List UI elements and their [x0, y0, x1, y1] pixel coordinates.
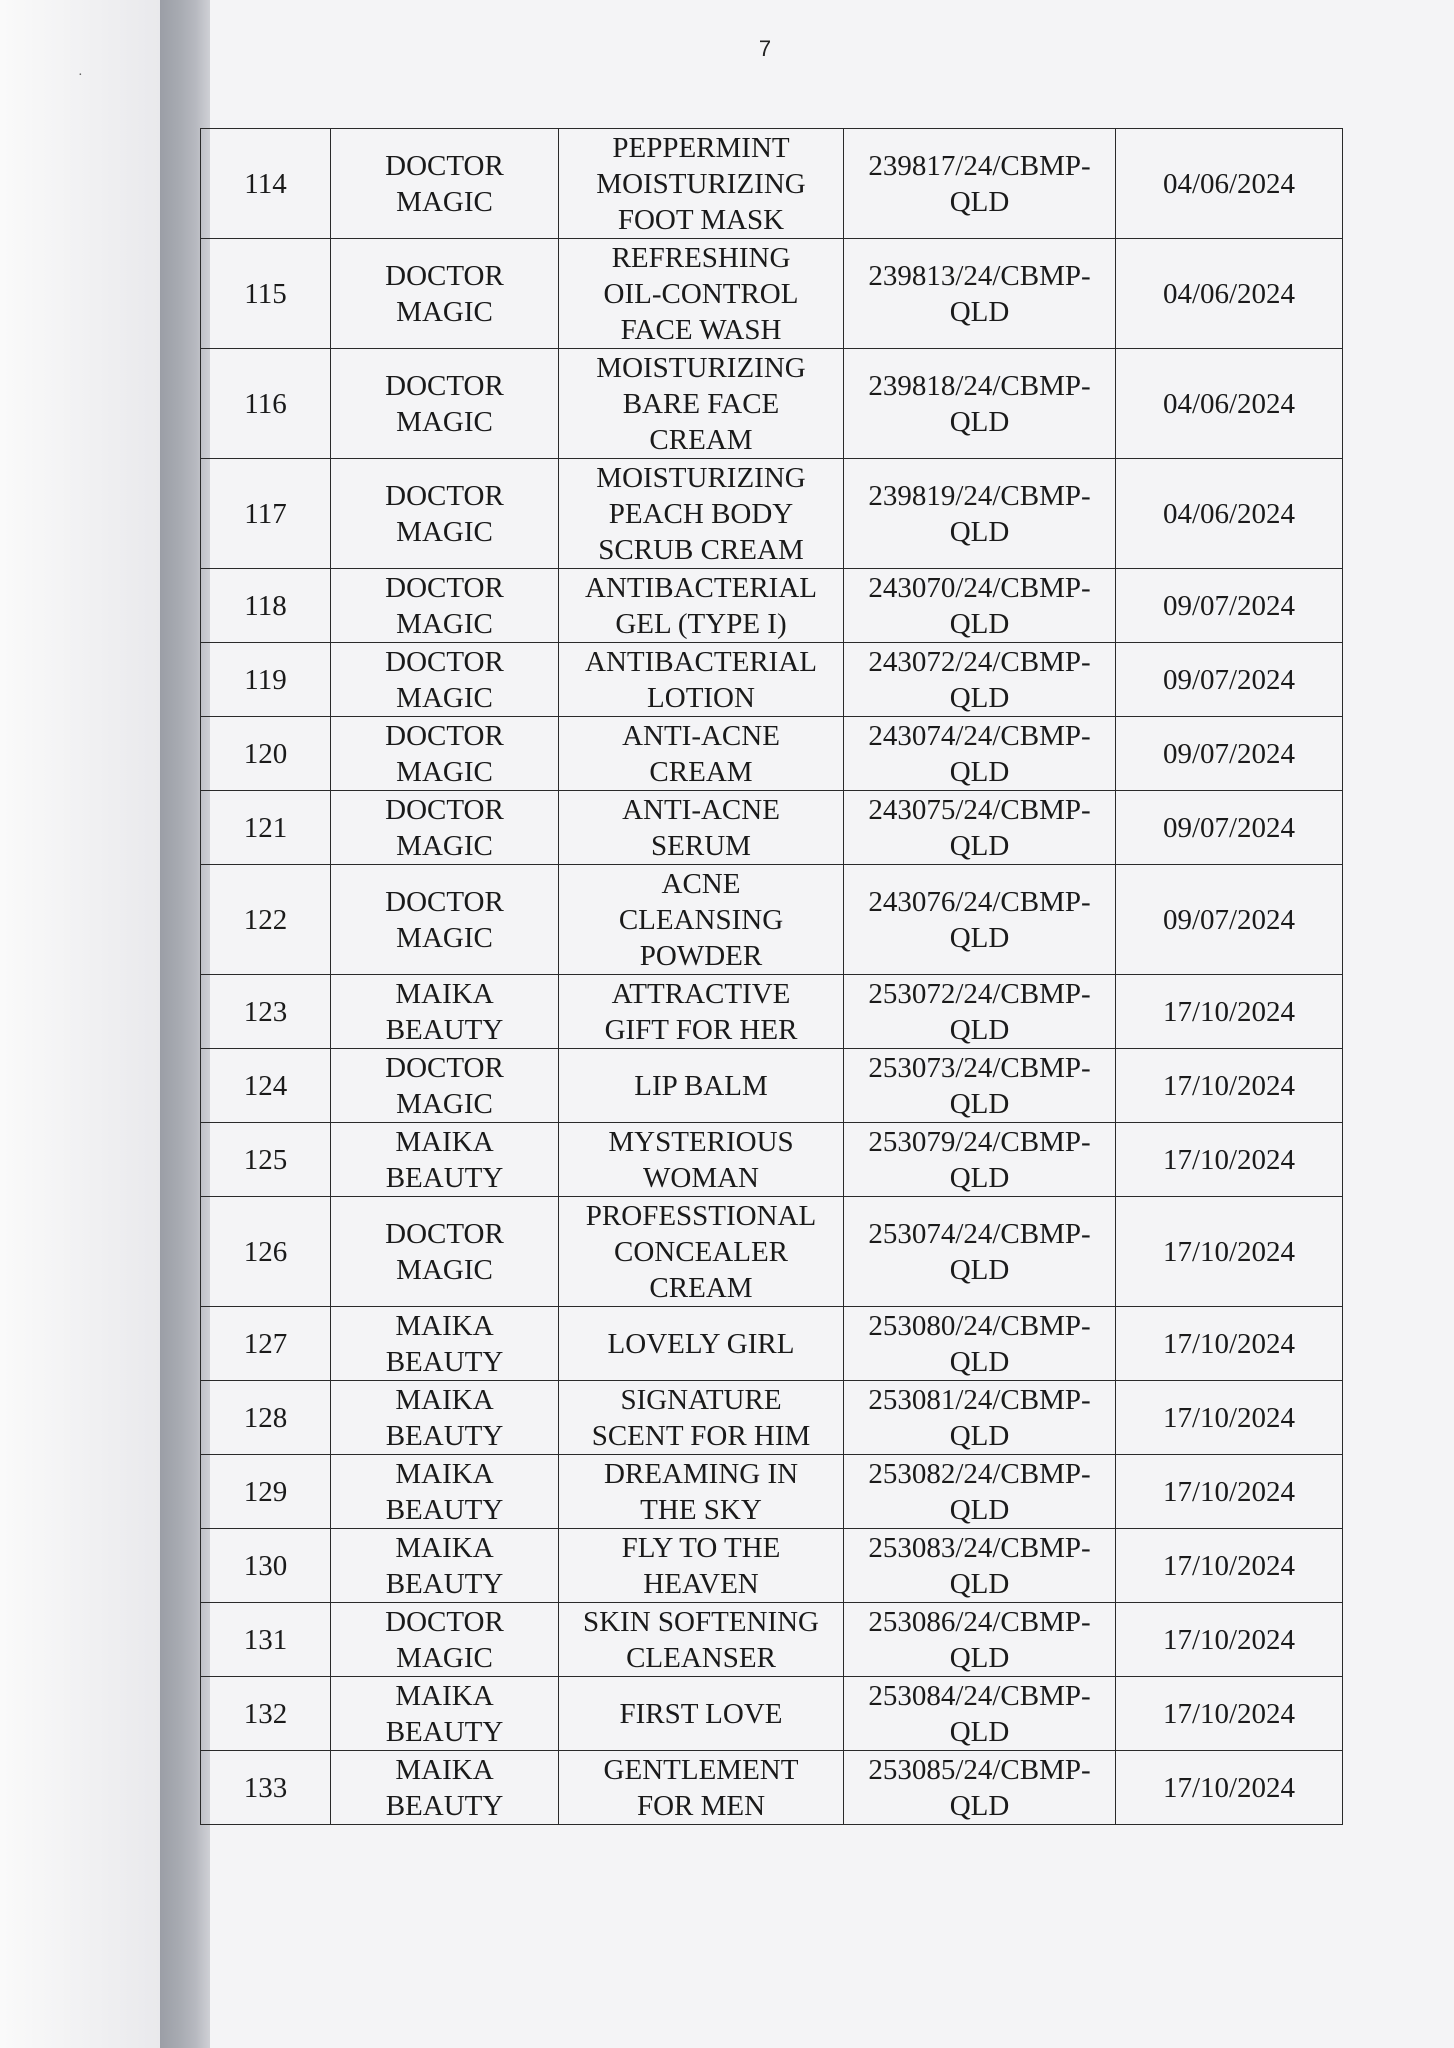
registration-number-cell: 243076/24/CBMP- QLD — [844, 865, 1116, 975]
brand-cell: MAIKA BEAUTY — [331, 1677, 559, 1751]
table-row — [201, 865, 1343, 975]
registration-date-cell: 09/07/2024 — [1116, 717, 1343, 791]
brand-cell: DOCTOR MAGIC — [331, 643, 559, 717]
registration-number-cell: 243072/24/CBMP- QLD — [844, 643, 1116, 717]
table-row — [201, 717, 1343, 791]
brand-cell: DOCTOR MAGIC — [331, 459, 559, 569]
product-name-cell: MYSTERIOUS WOMAN — [559, 1123, 844, 1197]
scan-speck: · — [78, 68, 83, 83]
row-number-cell: 120 — [201, 717, 331, 791]
row-number-cell: 121 — [201, 791, 331, 865]
product-name-cell: LIP BALM — [559, 1049, 844, 1123]
product-name-cell: DREAMING IN THE SKY — [559, 1455, 844, 1529]
table-row — [201, 1381, 1343, 1455]
table-row — [201, 1123, 1343, 1197]
registration-date-cell: 17/10/2024 — [1116, 1197, 1343, 1307]
registration-date-cell: 17/10/2024 — [1116, 975, 1343, 1049]
registration-date-cell: 09/07/2024 — [1116, 569, 1343, 643]
row-number-cell: 130 — [201, 1529, 331, 1603]
row-number-cell: 114 — [201, 129, 331, 239]
brand-cell: DOCTOR MAGIC — [331, 349, 559, 459]
table-row — [201, 239, 1343, 349]
table-row — [201, 129, 1343, 239]
registration-number-cell: 253081/24/CBMP- QLD — [844, 1381, 1116, 1455]
page-left-margin — [0, 0, 160, 2048]
registration-number-cell: 239819/24/CBMP- QLD — [844, 459, 1116, 569]
product-registration-table — [200, 128, 1343, 1825]
brand-cell: MAIKA BEAUTY — [331, 975, 559, 1049]
product-name-cell: MOISTURIZING BARE FACE CREAM — [559, 349, 844, 459]
row-number-cell: 115 — [201, 239, 331, 349]
row-number-cell: 124 — [201, 1049, 331, 1123]
product-name-cell: FLY TO THE HEAVEN — [559, 1529, 844, 1603]
row-number-cell: 127 — [201, 1307, 331, 1381]
registration-number-cell: 253073/24/CBMP- QLD — [844, 1049, 1116, 1123]
registration-date-cell: 17/10/2024 — [1116, 1381, 1343, 1455]
table-row — [201, 1603, 1343, 1677]
row-number-cell: 131 — [201, 1603, 331, 1677]
registration-number-cell: 253082/24/CBMP- QLD — [844, 1455, 1116, 1529]
product-name-cell: PEPPERMINT MOISTURIZING FOOT MASK — [559, 129, 844, 239]
product-name-cell: ANTI-ACNE SERUM — [559, 791, 844, 865]
registration-date-cell: 09/07/2024 — [1116, 865, 1343, 975]
table-row — [201, 1197, 1343, 1307]
row-number-cell: 132 — [201, 1677, 331, 1751]
row-number-cell: 119 — [201, 643, 331, 717]
brand-cell: DOCTOR MAGIC — [331, 569, 559, 643]
product-name-cell: ATTRACTIVE GIFT FOR HER — [559, 975, 844, 1049]
product-name-cell: ANTIBACTERIAL GEL (TYPE I) — [559, 569, 844, 643]
registration-date-cell: 04/06/2024 — [1116, 349, 1343, 459]
registration-number-cell: 253079/24/CBMP- QLD — [844, 1123, 1116, 1197]
page-number: 7 — [758, 36, 772, 61]
product-name-cell: ANTI-ACNE CREAM — [559, 717, 844, 791]
product-name-cell: ACNE CLEANSING POWDER — [559, 865, 844, 975]
registration-number-cell: 239817/24/CBMP- QLD — [844, 129, 1116, 239]
brand-cell: MAIKA BEAUTY — [331, 1123, 559, 1197]
registration-date-cell: 09/07/2024 — [1116, 643, 1343, 717]
table-row — [201, 791, 1343, 865]
product-name-cell: REFRESHING OIL-CONTROL FACE WASH — [559, 239, 844, 349]
registration-number-cell: 253084/24/CBMP- QLD — [844, 1677, 1116, 1751]
registration-date-cell: 17/10/2024 — [1116, 1123, 1343, 1197]
registration-date-cell: 17/10/2024 — [1116, 1751, 1343, 1825]
product-name-cell: PROFESSTIONAL CONCEALER CREAM — [559, 1197, 844, 1307]
table-row — [201, 975, 1343, 1049]
product-name-cell: FIRST LOVE — [559, 1677, 844, 1751]
registration-number-cell: 243070/24/CBMP- QLD — [844, 569, 1116, 643]
product-name-cell: MOISTURIZING PEACH BODY SCRUB CREAM — [559, 459, 844, 569]
registration-number-cell: 253074/24/CBMP- QLD — [844, 1197, 1116, 1307]
registration-date-cell: 04/06/2024 — [1116, 239, 1343, 349]
registration-number-cell: 253080/24/CBMP- QLD — [844, 1307, 1116, 1381]
registration-date-cell: 04/06/2024 — [1116, 129, 1343, 239]
registration-date-cell: 17/10/2024 — [1116, 1529, 1343, 1603]
brand-cell: DOCTOR MAGIC — [331, 791, 559, 865]
registration-number-cell: 253083/24/CBMP- QLD — [844, 1529, 1116, 1603]
brand-cell: MAIKA BEAUTY — [331, 1381, 559, 1455]
table-row — [201, 349, 1343, 459]
table-row — [201, 569, 1343, 643]
product-name-cell: SIGNATURE SCENT FOR HIM — [559, 1381, 844, 1455]
row-number-cell: 118 — [201, 569, 331, 643]
registration-number-cell: 253085/24/CBMP- QLD — [844, 1751, 1116, 1825]
registration-date-cell: 17/10/2024 — [1116, 1307, 1343, 1381]
registration-date-cell: 17/10/2024 — [1116, 1455, 1343, 1529]
registration-date-cell: 17/10/2024 — [1116, 1603, 1343, 1677]
row-number-cell: 133 — [201, 1751, 331, 1825]
product-name-cell: LOVELY GIRL — [559, 1307, 844, 1381]
row-number-cell: 128 — [201, 1381, 331, 1455]
table-row — [201, 1049, 1343, 1123]
brand-cell: MAIKA BEAUTY — [331, 1751, 559, 1825]
row-number-cell: 129 — [201, 1455, 331, 1529]
brand-cell: DOCTOR MAGIC — [331, 865, 559, 975]
product-name-cell: ANTIBACTERIAL LOTION — [559, 643, 844, 717]
table-row — [201, 1529, 1343, 1603]
registration-date-cell: 09/07/2024 — [1116, 791, 1343, 865]
registration-number-cell: 243074/24/CBMP- QLD — [844, 717, 1116, 791]
registration-number-cell: 253086/24/CBMP- QLD — [844, 1603, 1116, 1677]
brand-cell: DOCTOR MAGIC — [331, 717, 559, 791]
registration-date-cell: 17/10/2024 — [1116, 1049, 1343, 1123]
table-row — [201, 459, 1343, 569]
brand-cell: DOCTOR MAGIC — [331, 129, 559, 239]
brand-cell: DOCTOR MAGIC — [331, 1197, 559, 1307]
registration-number-cell: 253072/24/CBMP- QLD — [844, 975, 1116, 1049]
product-name-cell: GENTLEMENT FOR MEN — [559, 1751, 844, 1825]
product-name-cell: SKIN SOFTENING CLEANSER — [559, 1603, 844, 1677]
registration-number-cell: 243075/24/CBMP- QLD — [844, 791, 1116, 865]
row-number-cell: 123 — [201, 975, 331, 1049]
registration-date-cell: 04/06/2024 — [1116, 459, 1343, 569]
table-row — [201, 1751, 1343, 1825]
row-number-cell: 126 — [201, 1197, 331, 1307]
brand-cell: MAIKA BEAUTY — [331, 1307, 559, 1381]
registration-number-cell: 239818/24/CBMP- QLD — [844, 349, 1116, 459]
brand-cell: MAIKA BEAUTY — [331, 1455, 559, 1529]
table-body — [201, 129, 1343, 1825]
brand-cell: DOCTOR MAGIC — [331, 1049, 559, 1123]
row-number-cell: 122 — [201, 865, 331, 975]
row-number-cell: 116 — [201, 349, 331, 459]
table-row — [201, 1455, 1343, 1529]
table-row — [201, 1307, 1343, 1381]
registration-number-cell: 239813/24/CBMP- QLD — [844, 239, 1116, 349]
row-number-cell: 125 — [201, 1123, 331, 1197]
brand-cell: DOCTOR MAGIC — [331, 1603, 559, 1677]
brand-cell: MAIKA BEAUTY — [331, 1529, 559, 1603]
registration-date-cell: 17/10/2024 — [1116, 1677, 1343, 1751]
brand-cell: DOCTOR MAGIC — [331, 239, 559, 349]
row-number-cell: 117 — [201, 459, 331, 569]
table-row — [201, 1677, 1343, 1751]
table-row — [201, 643, 1343, 717]
